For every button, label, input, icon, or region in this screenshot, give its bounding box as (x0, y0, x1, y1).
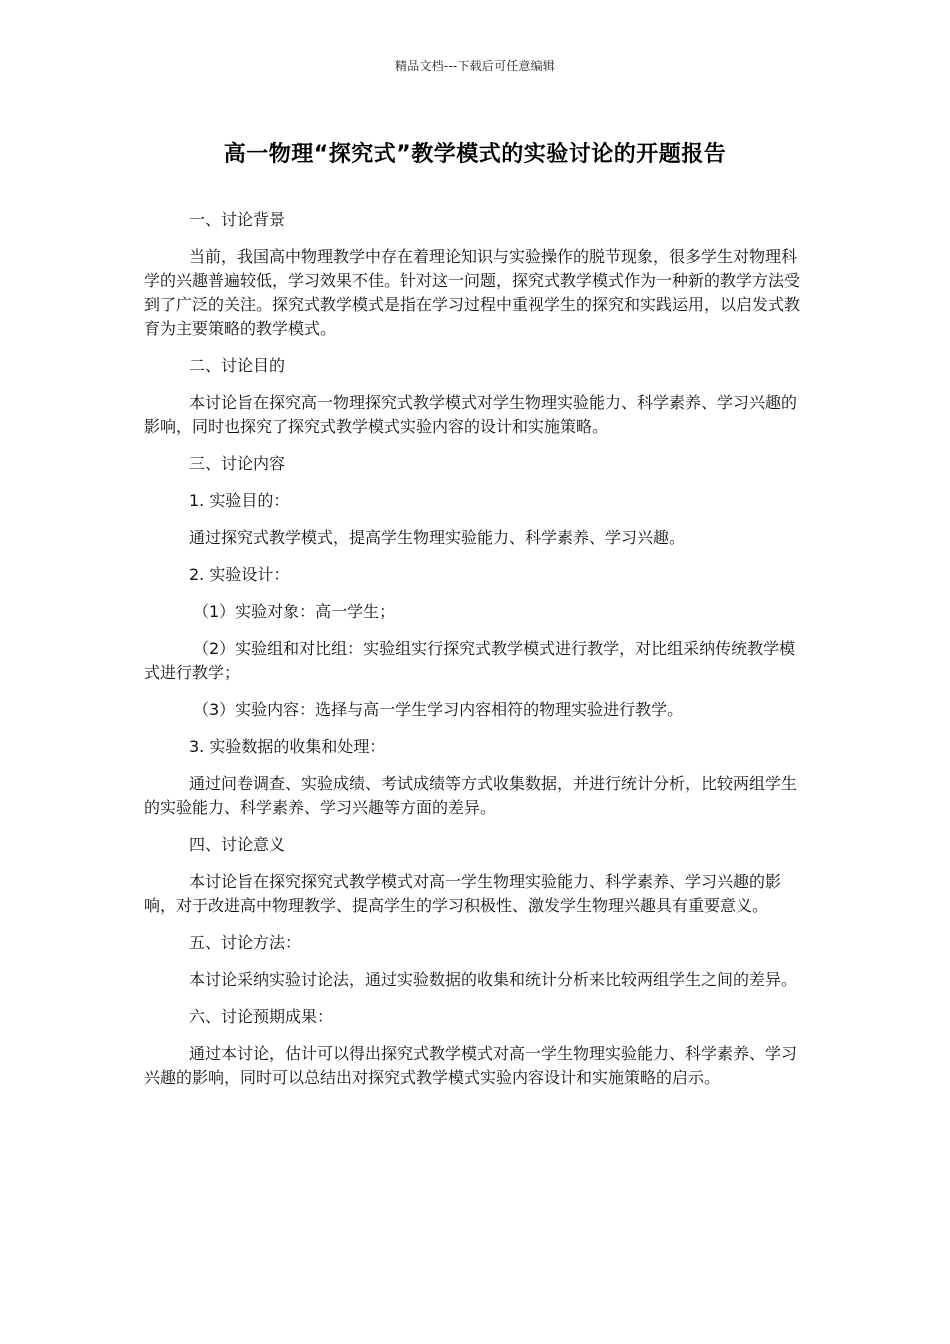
paragraph-method: 本讨论采纳实验讨论法，通过实验数据的收集和统计分析来比较两组学生之间的差异。 (189, 970, 798, 989)
section-heading-background: 一、讨论背景 (189, 210, 286, 229)
section-heading-content: 三、讨论内容 (189, 454, 286, 473)
paragraph-significance: 本讨论旨在探究探究式教学模式对高一学生物理实验能力、科学素养、学习兴趣的影响，对于改进高中物理教学、提高学生的学习积极性、激发学生物理兴趣具有重要意义。 (144, 872, 782, 915)
subheading-experiment-goal: 1. 实验目的： (189, 491, 290, 510)
section-heading-significance: 四、讨论意义 (189, 835, 286, 854)
paragraph-experiment-goal: 通过探究式教学模式，提高学生物理实验能力、科学素养、学习兴趣。 (189, 528, 686, 547)
paragraph-purpose: 本讨论旨在探究高一物理探究式教学模式对学生物理实验能力、科学素养、学习兴趣的影响，同时也探究了探究式教学模式实验内容的设计和实施策略。 (144, 393, 798, 436)
list-item-subjects: （1）实验对象：高一学生； (193, 602, 396, 621)
list-item-experiment-content: （3）实验内容：选择与高一学生学习内容相符的物理实验进行教学。 (193, 700, 684, 719)
section-heading-method: 五、讨论方法： (189, 933, 302, 952)
section-heading-expected-results: 六、讨论预期成果： (189, 1007, 334, 1026)
section-heading-purpose: 二、讨论目的 (189, 356, 286, 375)
list-item-groups: （2）实验组和对比组：实验组实行探究式教学模式进行教学，对比组采纳传统教学模式进行教学； (144, 639, 796, 682)
paragraph-background: 当前，我国高中物理教学中存在着理论知识与实验操作的脱节现象，很多学生对物理科学的兴趣普遍较低，学习效果不佳。针对这一问题，探究式教学模式作为一种新的教学方法受到了广泛的关注。探究式教学模式是指在学习过程中重视学生的探究和实践运用，以启发式教育为主要策略的教学模式。 (144, 247, 801, 338)
subheading-experiment-design: 2. 实验设计： (189, 565, 290, 584)
paragraph-expected-results: 通过本讨论，估计可以得出探究式教学模式对高一学生物理实验能力、科学素养、学习兴趣的影响，同时可以总结出对探究式教学模式实验内容设计和实施策略的启示。 (144, 1044, 798, 1087)
document-title: 高一物理“探究式”教学模式的实验讨论的开题报告 (223, 142, 727, 167)
document-body (144, 208, 810, 1090)
page-header: 精品文档---下载后可任意编辑 (395, 59, 555, 73)
subheading-data-collection: 3. 实验数据的收集和处理： (189, 737, 386, 756)
paragraph-data-collection: 通过问卷调查、实验成绩、考试成绩等方式收集数据，并进行统计分析，比较两组学生的实验能力、科学素养、学习兴趣等方面的差异。 (144, 774, 798, 817)
